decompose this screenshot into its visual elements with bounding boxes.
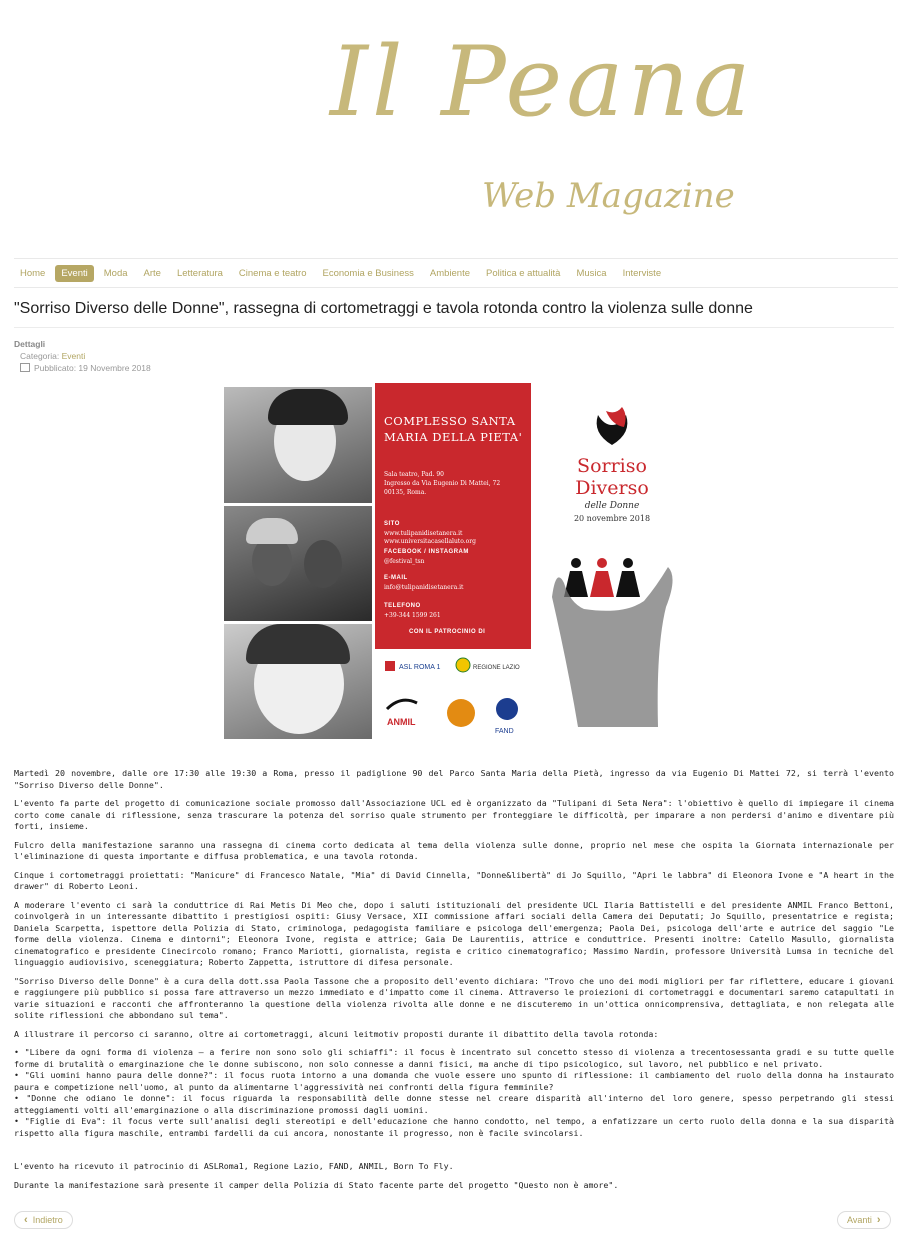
body-paragraph-6: "Sorriso Diverso delle Donne" è a cura della dott.ssa Paola Tassone che a proposito dell'evento dichiara: "Trovo che uno dei modi migliori per far riflettere, educare i giovani e raggiungere più pubblico si possa fare attraverso un mezzo immediato e d'impatto come il cinema. Attraverso le proiezioni di cortometraggi e documentari saremo catapultati in varie situazioni e racconti che affronteranno la questione della violenza rivolta alle donne e ne discuteremo in un'ottica onnicomprensiva, dettagliata, e non relegata alle solite riflessioni che abbondano sul tema".	[14, 975, 894, 1020]
body-paragraph-9: Durante la manifestazione sarà presente il camper della Polizia di Stato facente parte del progetto "Questo non è amore".	[14, 1179, 619, 1190]
poster-event-name	[536, 455, 688, 499]
poster-address-3: 00135, Roma.	[384, 489, 427, 496]
poster-site-head: SITO	[384, 521, 400, 527]
nav-eventi[interactable]: Eventi	[55, 265, 93, 282]
article-details	[14, 338, 151, 374]
poster-patronage: CON IL PATROCINIO DI	[409, 629, 486, 635]
chevron-left-icon: ‹	[24, 1214, 28, 1226]
next-button[interactable]	[837, 1211, 891, 1229]
logo-asl: ASL ROMA 1	[399, 664, 441, 671]
poster-phone-head: TELEFONO	[384, 603, 421, 609]
patron-logos-graphic	[375, 649, 531, 741]
body-paragraph-4: Cinque i cortometraggi proiettati: "Manicure" di Francesco Natale, "Mia" di David Cinnella, "Donne&libertà" di Jo Squillo, "Apri le labbra" di Eleonora Ivone e "A heart in the drawer" di Roberto Leoni.	[14, 869, 894, 891]
category-label: Categoria:	[20, 351, 60, 361]
poster-email-head: E-MAIL	[384, 575, 408, 581]
poster-photo-two-girls	[224, 506, 372, 621]
poster-address-2: Ingresso da Via Eugenio Di Mattei, 72	[384, 480, 501, 487]
bullet-3: • "Donne che odiano le donne": il focus riguarda la responsabilità delle donne stesse nel creare disparità all'interno del loro genere, spesso perpetrando gli stessi atteggiamenti volti all'emarginazione o alla discriminazione promossi dagli uomini.	[14, 1093, 894, 1115]
logo-regione: REGIONE LAZIO	[473, 665, 520, 671]
site-logo[interactable]	[330, 26, 860, 226]
logo-fand: FAND	[495, 728, 514, 735]
article-body	[14, 768, 894, 1198]
poster-address-1: Sala teatro, Pad. 90	[384, 471, 444, 478]
site-subtitle: Web Magazine	[482, 176, 735, 216]
details-label: Dettagli	[14, 339, 46, 349]
article-title: "Sorriso Diverso delle Donne", rassegna di cortometraggi e tavola rotonda contro la violenza sulle donne	[14, 300, 753, 317]
poster-event-art	[536, 383, 688, 741]
poster-info-panel	[375, 383, 531, 741]
body-paragraph-2: L'evento fa parte del progetto di comunicazione sociale promosso dall'Associazione UCL ed è organizzato da "Tulipani di Seta Nera": l'obiettivo è quello di impiegare il cinema corto come canale di riflessione, senza trascurare la potenza del sorriso quale strumento per fronteggiare le difficoltà, per imparare a non perdersi d'animo e diventare più forti, insieme.	[14, 798, 894, 831]
bullet-2: • "Gli uomini hanno paura delle donne?": il focus ruota intorno a una domanda che vuole essere uno spunto di riflessione: il cambiamento del ruolo della donna ha instaurato paura e competizione nell'uomo, al punto da alimentarne l'aggressività nei confronti della figura femminile?	[14, 1070, 894, 1092]
body-paragraph-3: Fulcro della manifestazione saranno una rassegna di cinema corto dedicata al tema della violenza sulle donne, proprio nel mese che ospita la Giornata internazionale per l'eliminazione di questa importante e diffusa problematica, e una tavola rotonda.	[14, 839, 894, 861]
next-label: Avanti	[847, 1215, 872, 1225]
poster-photo-child	[224, 624, 372, 739]
prev-button[interactable]	[14, 1211, 73, 1229]
body-paragraph-1: Martedì 20 novembre, dalle ore 17:30 alle 19:30 a Roma, presso il padiglione 90 del Parco Santa Maria della Pietà, ingresso da via Eugenio Di Mattei 72, si terrà l'evento "Sorriso Diverso delle Donne".	[14, 768, 894, 790]
prev-label: Indietro	[32, 1215, 63, 1225]
nav-moda[interactable]: Moda	[103, 267, 128, 279]
category-link[interactable]: Eventi	[61, 351, 86, 361]
poster-event-date: 20 novembre 2018	[573, 514, 651, 523]
nav-cinema-teatro[interactable]: Cinema e teatro	[238, 267, 307, 279]
poster-patron-logos	[375, 649, 531, 741]
bullet-1: • "Libere da ogni forma di violenza – a ferire non sono solo gli schiaffi": il focus è incentrato sul concetto stesso di violenza a trecentosessanta gradi e su tutte quelle forme di brutalità o emarginazione che le donne subiscono, non solo connesse a danni fisici, ma anche di tipo psicologico, sul lavoro, nel pubblico e nel privato.	[14, 1047, 894, 1069]
nav-interviste[interactable]: Interviste	[622, 267, 662, 279]
poster-site-2: www.universitacasellaluto.org	[384, 538, 476, 545]
poster-social: @festival_tsn	[384, 558, 425, 565]
nav-letteratura[interactable]: Letteratura	[176, 267, 223, 279]
poster-event-name-2: Diverso	[575, 477, 649, 499]
body-paragraph-5: A moderare l'evento ci sarà la conduttrice di Rai Metis Di Meo che, dopo i saluti istituzionali del presidente UCL Ilaria Battistelli e del presidente ANMIL Franco Bettoni, coinvolgerà in un interessante dibattito i prestigiosi ospiti: Giusy Versace, XII commissione affari sociali della Camera dei Deputati; Jo Squillo, presentatrice e regista; Daniela Scarpetta, ispettore della Polizia di Stato, criminologa, pedagogista familiare e psicologa dell'emergenza; Paola Dei, psicologa dell'arte e autrice del saggio "Le forme della violenza. Cinema e dintorni"; Eleonora Ivone, regista e attrice; Gaia De Laurentiis, attrice e conduttrice. Presenti inoltre: Catello Masullo, giornalista cinematografico e presidente Cinecircolo romano; Franco Mariotti, giornalista, regista e critico cinematografico; Massimo Nardin, professore Università Lumsa in tecniche del linguaggio audiovisivo, sceneggiatura; Roberto Zappetta, istruttore di difesa personale.	[14, 899, 894, 967]
poster-venue: COMPLESSO SANTA MARIA DELLA PIETA'	[384, 414, 523, 444]
poster-photo-smiling-woman	[224, 387, 372, 503]
nav-economia[interactable]: Economia e Business	[322, 267, 414, 279]
nav-arte[interactable]: Arte	[143, 267, 161, 279]
nav-home[interactable]: Home	[20, 267, 46, 279]
title-divider	[14, 327, 894, 328]
event-poster	[224, 383, 688, 743]
poster-social-head: FACEBOOK / INSTAGRAM	[384, 549, 469, 555]
hand-illustration	[536, 531, 688, 741]
calendar-icon	[20, 363, 30, 372]
tulip-icon	[536, 397, 688, 457]
body-paragraph-7: A illustrare il percorso ci saranno, oltre ai cortometraggi, alcuni leitmotiv proposti durante il dibattito della tavola rotonda:	[14, 1028, 659, 1039]
poster-event-sub: delle Donne	[584, 501, 640, 511]
published-row	[14, 362, 151, 374]
category-row	[14, 350, 151, 362]
body-paragraph-8: L'evento ha ricevuto il patrocinio di ASLRoma1, Regione Lazio, FAND, ANMIL, Born To Fly.	[14, 1161, 454, 1171]
nav-musica[interactable]: Musica	[576, 267, 607, 279]
published-date: Pubblicato: 19 Novembre 2018	[34, 363, 151, 373]
bullet-4: • "Figlie di Eva": il focus verte sull'analisi degli stereotipi e dell'educazione che hanno condotto, nel tempo, a enfatizzare un certo ruolo della donna e la sua disparità rispetto alla figura maschile, entrambi fardelli da cui ancora, nonostante il progresso, non è facile svincolarsi.	[14, 1116, 894, 1138]
poster-phone: +39-344 1599 261	[384, 612, 441, 619]
chevron-right-icon: ›	[876, 1214, 881, 1226]
main-nav	[14, 258, 898, 288]
nav-ambiente[interactable]: Ambiente	[429, 267, 470, 279]
nav-politica[interactable]: Politica e attualità	[486, 267, 561, 279]
poster-site-1: www.tulipanidisetanera.it	[384, 530, 463, 537]
site-title: Il Peana	[330, 26, 755, 138]
poster-email: info@tulipanidisetanera.it	[384, 584, 464, 591]
logo-anmil: ANMIL	[387, 717, 416, 727]
poster-event-name-1: Sorriso	[577, 455, 647, 477]
